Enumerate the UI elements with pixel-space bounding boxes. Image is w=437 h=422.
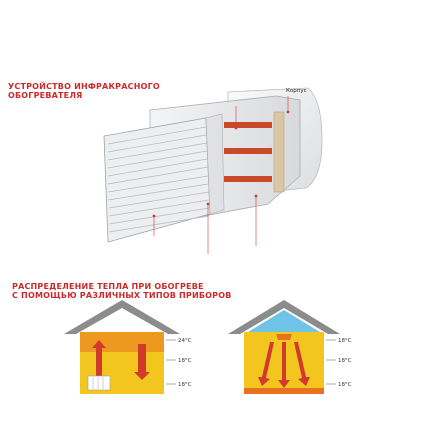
left-house-temperature-ticks	[166, 340, 176, 384]
insulation-layer	[274, 112, 284, 192]
right-house-temp-middle: 18°C	[338, 358, 352, 364]
right-house-floor-heat	[244, 388, 324, 394]
right-house-temperature-ticks	[326, 340, 336, 384]
heat-distribution-heading-line2: С ПОМОЩЬЮ РАЗЛИЧНЫХ ТИПОВ ПРИБОРОВ	[12, 291, 232, 300]
left-house-temp-bottom: 18°C	[178, 382, 192, 388]
device-structure-heading-line1: УСТРОЙСТВО ИНФРАКРАСНОГО	[8, 82, 160, 91]
callout-body: Корпус	[286, 88, 307, 94]
device-structure-heading-line2: ОБОГРЕВАТЕЛЯ	[8, 91, 83, 100]
heat-distribution-heading	[12, 282, 252, 300]
left-house-roof	[64, 300, 180, 334]
house-infrared-diagram	[228, 300, 352, 394]
left-house-temp-top: 24°C	[178, 338, 192, 344]
heat-distribution-heading-line1: РАСПРЕДЕЛЕНИЕ ТЕПЛА ПРИ ОБОГРЕВЕ	[12, 282, 204, 291]
house-convection-diagram	[64, 300, 192, 394]
right-house-temp-top: 18°C	[338, 338, 352, 344]
heater-grille	[104, 118, 210, 242]
left-house-radiator	[88, 376, 110, 390]
left-house-temp-middle: 18°C	[178, 358, 192, 364]
right-house-temp-bottom: 18°C	[338, 382, 352, 388]
left-house-warm-air	[80, 332, 164, 352]
right-house-heater-unit	[276, 334, 292, 340]
